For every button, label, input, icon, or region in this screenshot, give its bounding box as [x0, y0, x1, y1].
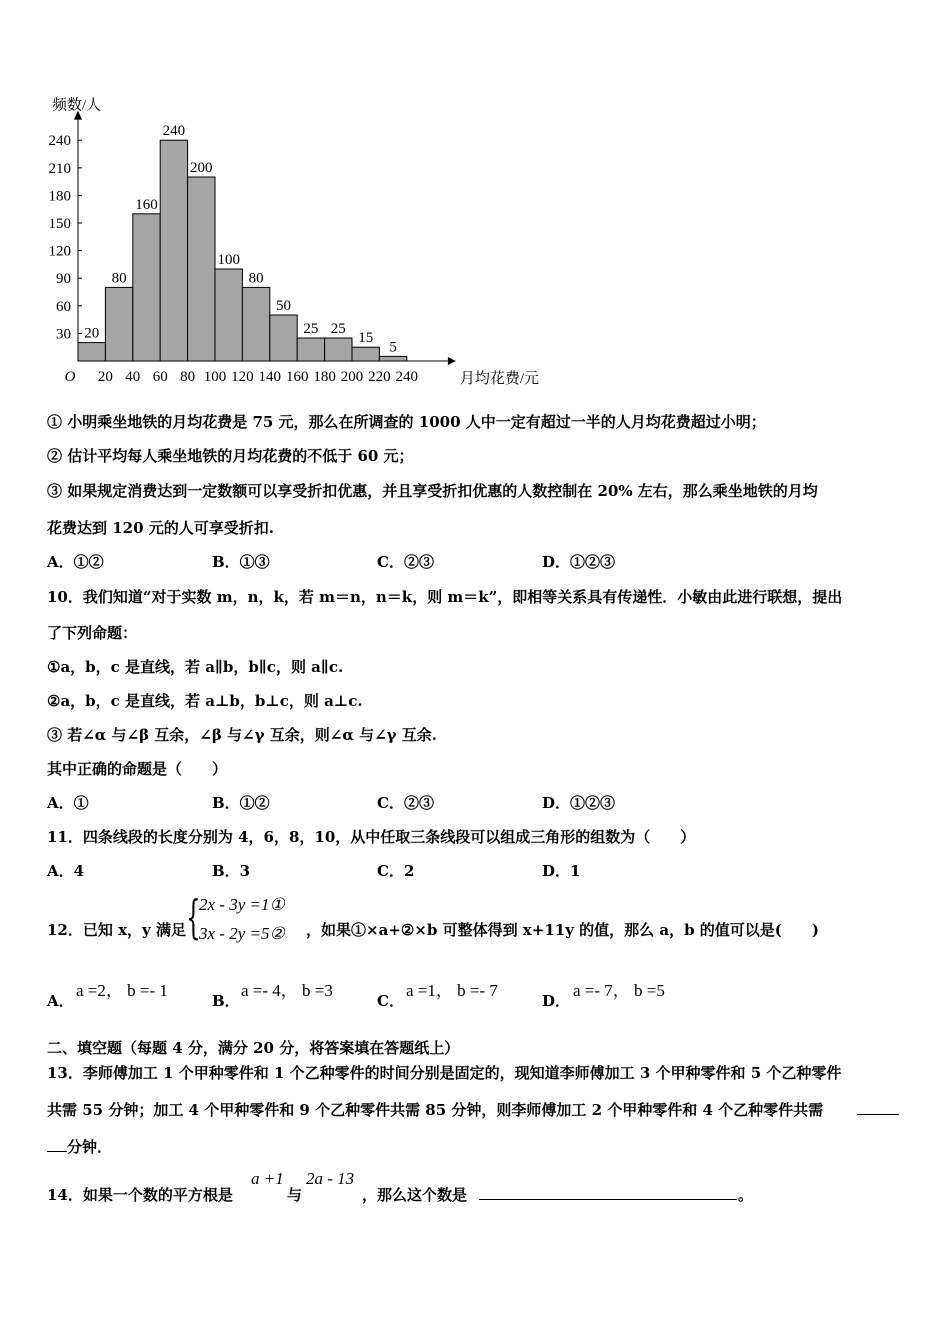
section-2-heading: 二、填空题（每题 4 分，满分 20 分，将答案填在答题纸上） [47, 1039, 460, 1057]
x-tick-label: 160 [285, 369, 309, 385]
q14-suffix: ，那么这个数是 [362, 1186, 468, 1204]
q10-proposition-3: ③ 若∠α 与∠β 互余，∠β 与∠γ 互余，则∠α 与∠γ 互余. [47, 726, 438, 744]
q12-option-b-letter[interactable]: B． [212, 992, 240, 1010]
bar-value-label: 5 [389, 339, 397, 356]
q9-option-b[interactable]: B．①③ [212, 553, 270, 571]
histogram-bar [105, 287, 132, 361]
q9-option-c[interactable]: C．②③ [377, 553, 434, 571]
q14-end: 。 [738, 1186, 754, 1204]
histogram-bar [133, 214, 160, 361]
x-axis-title: 月均花费/元 [459, 371, 540, 387]
q9-statement-1: ① 小明乘坐地铁的月均花费是 75 元，那么在所调查的 1000 人中一定有超过一半的人月均花费超过小明； [47, 413, 766, 431]
bar-value-label: 20 [84, 325, 100, 342]
histogram-bar [160, 140, 187, 361]
bar-value-label: 100 [217, 252, 240, 268]
q13-text-line3: 分钟． [67, 1138, 113, 1156]
q10-option-d[interactable]: D．①②③ [542, 794, 616, 812]
bar-value-label: 80 [248, 270, 264, 287]
bar-value-label: 80 [111, 270, 127, 287]
q12-option-a-value[interactable]: a =2， b =- 1 [76, 981, 168, 1000]
x-axis-arrow [448, 357, 456, 365]
histogram-bar [325, 338, 352, 361]
q11-option-d[interactable]: D．1 [542, 862, 581, 880]
x-tick-label: 200 [340, 369, 364, 385]
x-tick-label: 180 [313, 369, 336, 385]
q10-text-line2: 了下列命题： [47, 624, 138, 642]
bar-value-label: 15 [358, 330, 374, 347]
origin-label: O [64, 369, 76, 385]
x-tick-label: 80 [180, 369, 196, 385]
q11-option-b[interactable]: B．3 [212, 862, 251, 880]
q9-statement-2: ② 估计平均每人乘坐地铁的月均花费的不低于 60 元； [47, 447, 414, 465]
q14-expression-2: 2a - 13 [306, 1169, 355, 1188]
q12-option-c-letter[interactable]: C． [377, 992, 404, 1010]
q10-option-b[interactable]: B．①② [212, 794, 270, 812]
histogram-bar [379, 356, 406, 361]
histogram-bar [215, 269, 242, 361]
q13-answer-blank-part2[interactable] [47, 1151, 67, 1152]
q14-answer-blank[interactable] [479, 1199, 737, 1200]
bar-value-label: 160 [135, 196, 158, 213]
histogram-bar [242, 287, 269, 361]
histogram-chart [30, 88, 550, 393]
q12-option-b-value[interactable]: a =- 4， b =3 [241, 981, 333, 1000]
y-tick-label: 150 [48, 216, 71, 232]
q9-statement-3-line2: 花费达到 120 元的人可享受折扣. [47, 519, 274, 537]
y-tick-label: 210 [48, 160, 71, 177]
q10-proposition-1: ①a，b，c 是直线，若 a∥b，b∥c，则 a∥c. [47, 658, 344, 676]
bar-value-label: 25 [330, 321, 346, 337]
q12-option-a-letter[interactable]: A． [47, 992, 74, 1010]
q10-option-a[interactable]: A．① [47, 794, 89, 812]
q14-expression-1: a +1 [251, 1169, 284, 1188]
q14-middle: 与 [287, 1186, 303, 1204]
bar-value-label: 200 [190, 160, 213, 176]
q13-text-line2: 共需 55 分钟；加工 4 个甲种零件和 9 个乙种零件共需 85 分钟，则李师傅加工 2 个甲种零件和 4 个乙种零件共需 [47, 1101, 824, 1119]
x-tick-label: 100 [203, 369, 227, 385]
y-axis-title: 频数/人 [52, 97, 102, 114]
histogram-bar [270, 315, 297, 361]
q10-option-c[interactable]: C．②③ [377, 794, 434, 812]
y-tick-label: 240 [48, 133, 71, 150]
q12-option-d-value[interactable]: a =- 7， b =5 [573, 981, 665, 1000]
x-tick-label: 240 [395, 369, 419, 385]
y-tick-label: 90 [56, 271, 71, 288]
y-tick-label: 120 [48, 243, 71, 260]
x-tick-label: 60 [152, 369, 168, 385]
q12-option-c-value[interactable]: a =1， b =- 7 [406, 981, 498, 1000]
q9-option-d[interactable]: D．①②③ [542, 553, 616, 571]
q10-proposition-2: ②a，b，c 是直线，若 a⊥b，b⊥c，则 a⊥c. [47, 692, 363, 710]
q11-option-c[interactable]: C．2 [377, 862, 415, 880]
y-tick-label: 60 [56, 298, 71, 315]
y-tick-label: 30 [56, 326, 71, 343]
q11-option-a[interactable]: A．4 [47, 862, 85, 880]
bar-value-label: 240 [162, 123, 186, 140]
bar-value-label: 50 [276, 298, 291, 314]
q11-text: 11．四条线段的长度分别为 4，6，8，10，从中任取三条线段可以组成三角形的组数为（ ） [47, 828, 696, 846]
q13-answer-blank-part1[interactable] [857, 1114, 899, 1115]
q12-option-d-letter[interactable]: D． [542, 992, 571, 1010]
x-tick-label: 20 [97, 369, 113, 385]
x-tick-label: 40 [125, 369, 141, 385]
q10-text-line1: 10．我们知道“对于实数 m，n，k，若 m＝n，n＝k，则 m＝k”，即相等关系具有传递性．小敏由此进行联想，提出 [47, 588, 843, 606]
q12-system-brace: { [186, 890, 201, 944]
q10-question: 其中正确的命题是（ ） [47, 760, 228, 778]
q12-suffix: ，如果①×a+②×b 可整体得到 x+11y 的值，那么 a，b 的值可以是( ) [306, 921, 819, 939]
x-tick-label: 120 [231, 369, 254, 385]
q12-prefix: 12．已知 x，y 满足 [47, 921, 186, 939]
x-tick-label: 220 [368, 369, 391, 385]
q12-equation-1: 2x - 3y =1① [199, 895, 285, 914]
q13-text-line1: 13．李师傅加工 1 个甲种零件和 1 个乙种零件的时间分别是固定的，现知道李师傅加工 3 个甲种零件和 5 个乙种零件 [47, 1064, 842, 1082]
x-tick-label: 140 [258, 369, 282, 385]
q9-statement-3-line1: ③ 如果规定消费达到一定数额可以享受折扣优惠，并且享受折扣优惠的人数控制在 20% 左右，那么乘坐地铁的月均 [47, 482, 818, 500]
q14-prefix: 14．如果一个数的平方根是 [47, 1186, 233, 1204]
histogram-bar [352, 347, 379, 361]
bar-value-label: 25 [303, 321, 319, 337]
histogram-bar [188, 177, 215, 361]
q12-equation-2: 3x - 2y =5② [199, 924, 285, 943]
y-tick-label: 180 [48, 188, 71, 205]
histogram-bar [297, 338, 324, 361]
histogram-bar [78, 343, 105, 361]
q9-option-a[interactable]: A．①② [47, 553, 104, 571]
